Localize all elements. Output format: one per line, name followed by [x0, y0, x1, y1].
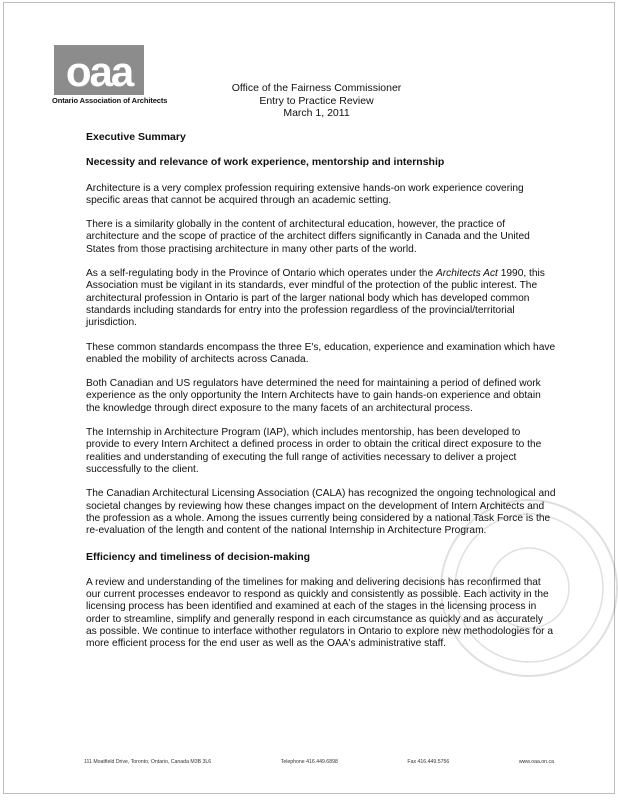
letter-page	[3, 2, 615, 794]
logo-mark: oaa	[65, 48, 133, 95]
paragraph-3-end: 1990, this Association must be vigilant in its standards, ever mindful of the protection of the public interest. The architectural profession in Ontario is part of the larger national body which has developed common standards including standards for entry into the profession regardless of the provincial/territorial jurisdiction.	[86, 268, 545, 329]
document-body	[86, 131, 556, 663]
footer-fax: Fax 416.449.5756	[407, 759, 450, 765]
page-footer	[84, 759, 554, 765]
paragraph-2: There is a similarity globally in the content of architectural education, however, the practice of architecture and the scope of practice of the architect differs significantly in Canada and the United States from those practising architecture in many other parts of the world.	[86, 219, 530, 255]
footer-address: 111 Moatfield Drive, Toronto, Ontario, Canada M3B 3L6	[84, 759, 212, 765]
paragraph-4: These common standards encompass the three E's, education, experience and examination which have enabled the mobility of architects across Canada.	[86, 341, 556, 365]
logo-organization-name: Ontario Association of Architects	[52, 96, 168, 105]
heading-efficiency: Efficiency and timeliness of decision-making	[86, 551, 311, 564]
footer-website: www.oaa.on.ca	[518, 759, 554, 765]
paragraph-7: The Canadian Architectural Licensing Association (CALA) has recognized the ongoing technological and societal changes by reviewing how these changes impact on the development of Intern Architects and the profession as a whole. Among the issues currently being considered by a national Task Force is the re-evaluation of the length and content of the national Internship in Architecture Program.	[86, 488, 556, 537]
header-date: March 1, 2011	[283, 107, 350, 119]
architects-act-title: Architects Act	[435, 268, 498, 280]
paragraph-1: Architecture is a very complex profession requiring extensive hands-on work experience covering specific areas that cannot be acquired through an academic setting.	[86, 182, 524, 206]
oaa-logo	[54, 45, 144, 95]
heading-executive-summary: Executive Summary	[86, 131, 186, 143]
paragraph-3-start: As a self-regulating body in the Province of Ontario which operates under the	[86, 268, 436, 280]
paragraph-6: The Internship in Architecture Program (IAP), which includes mentorship, has been developed to provide to every Intern Architect a defined process in order to obtain the critical direct exposure to the realities and understanding of executing the full range of activities necessary to deliver a project successfully to the client.	[86, 427, 542, 475]
header-review: Entry to Practice Review	[259, 94, 374, 107]
footer-telephone: Telephone 416.449.6898	[280, 759, 338, 765]
heading-necessity: Necessity and relevance of work experience, mentorship and internship	[86, 156, 445, 169]
paragraph-5: Both Canadian and US regulators have determined the need for maintaining a period of defined work experience as the only opportunity the Intern Architects have to gain hands-on experience and obtain the knowledge through direct exposure to the many facets of an architectural process.	[86, 378, 541, 414]
paragraph-8: A review and understanding of the timelines for making and delivering decisions has reconfirmed that our current processes endeavor to respond as quickly and consistently as possible. Each activity in the licensing process has been identified and examined at each of the stages in the licensing process in order to streamline, simplify and generally respond in each circumstance as quickly and as accurately as possible. We continue to interface withother regulators in Ontario to explore new methodologies for a more efficient process for the end user as well as the OAA's administrative staff.	[86, 576, 553, 650]
paragraph-3	[86, 268, 556, 329]
document-header	[204, 82, 429, 120]
header-office: Office of the Fairness Commissioner	[231, 82, 402, 94]
